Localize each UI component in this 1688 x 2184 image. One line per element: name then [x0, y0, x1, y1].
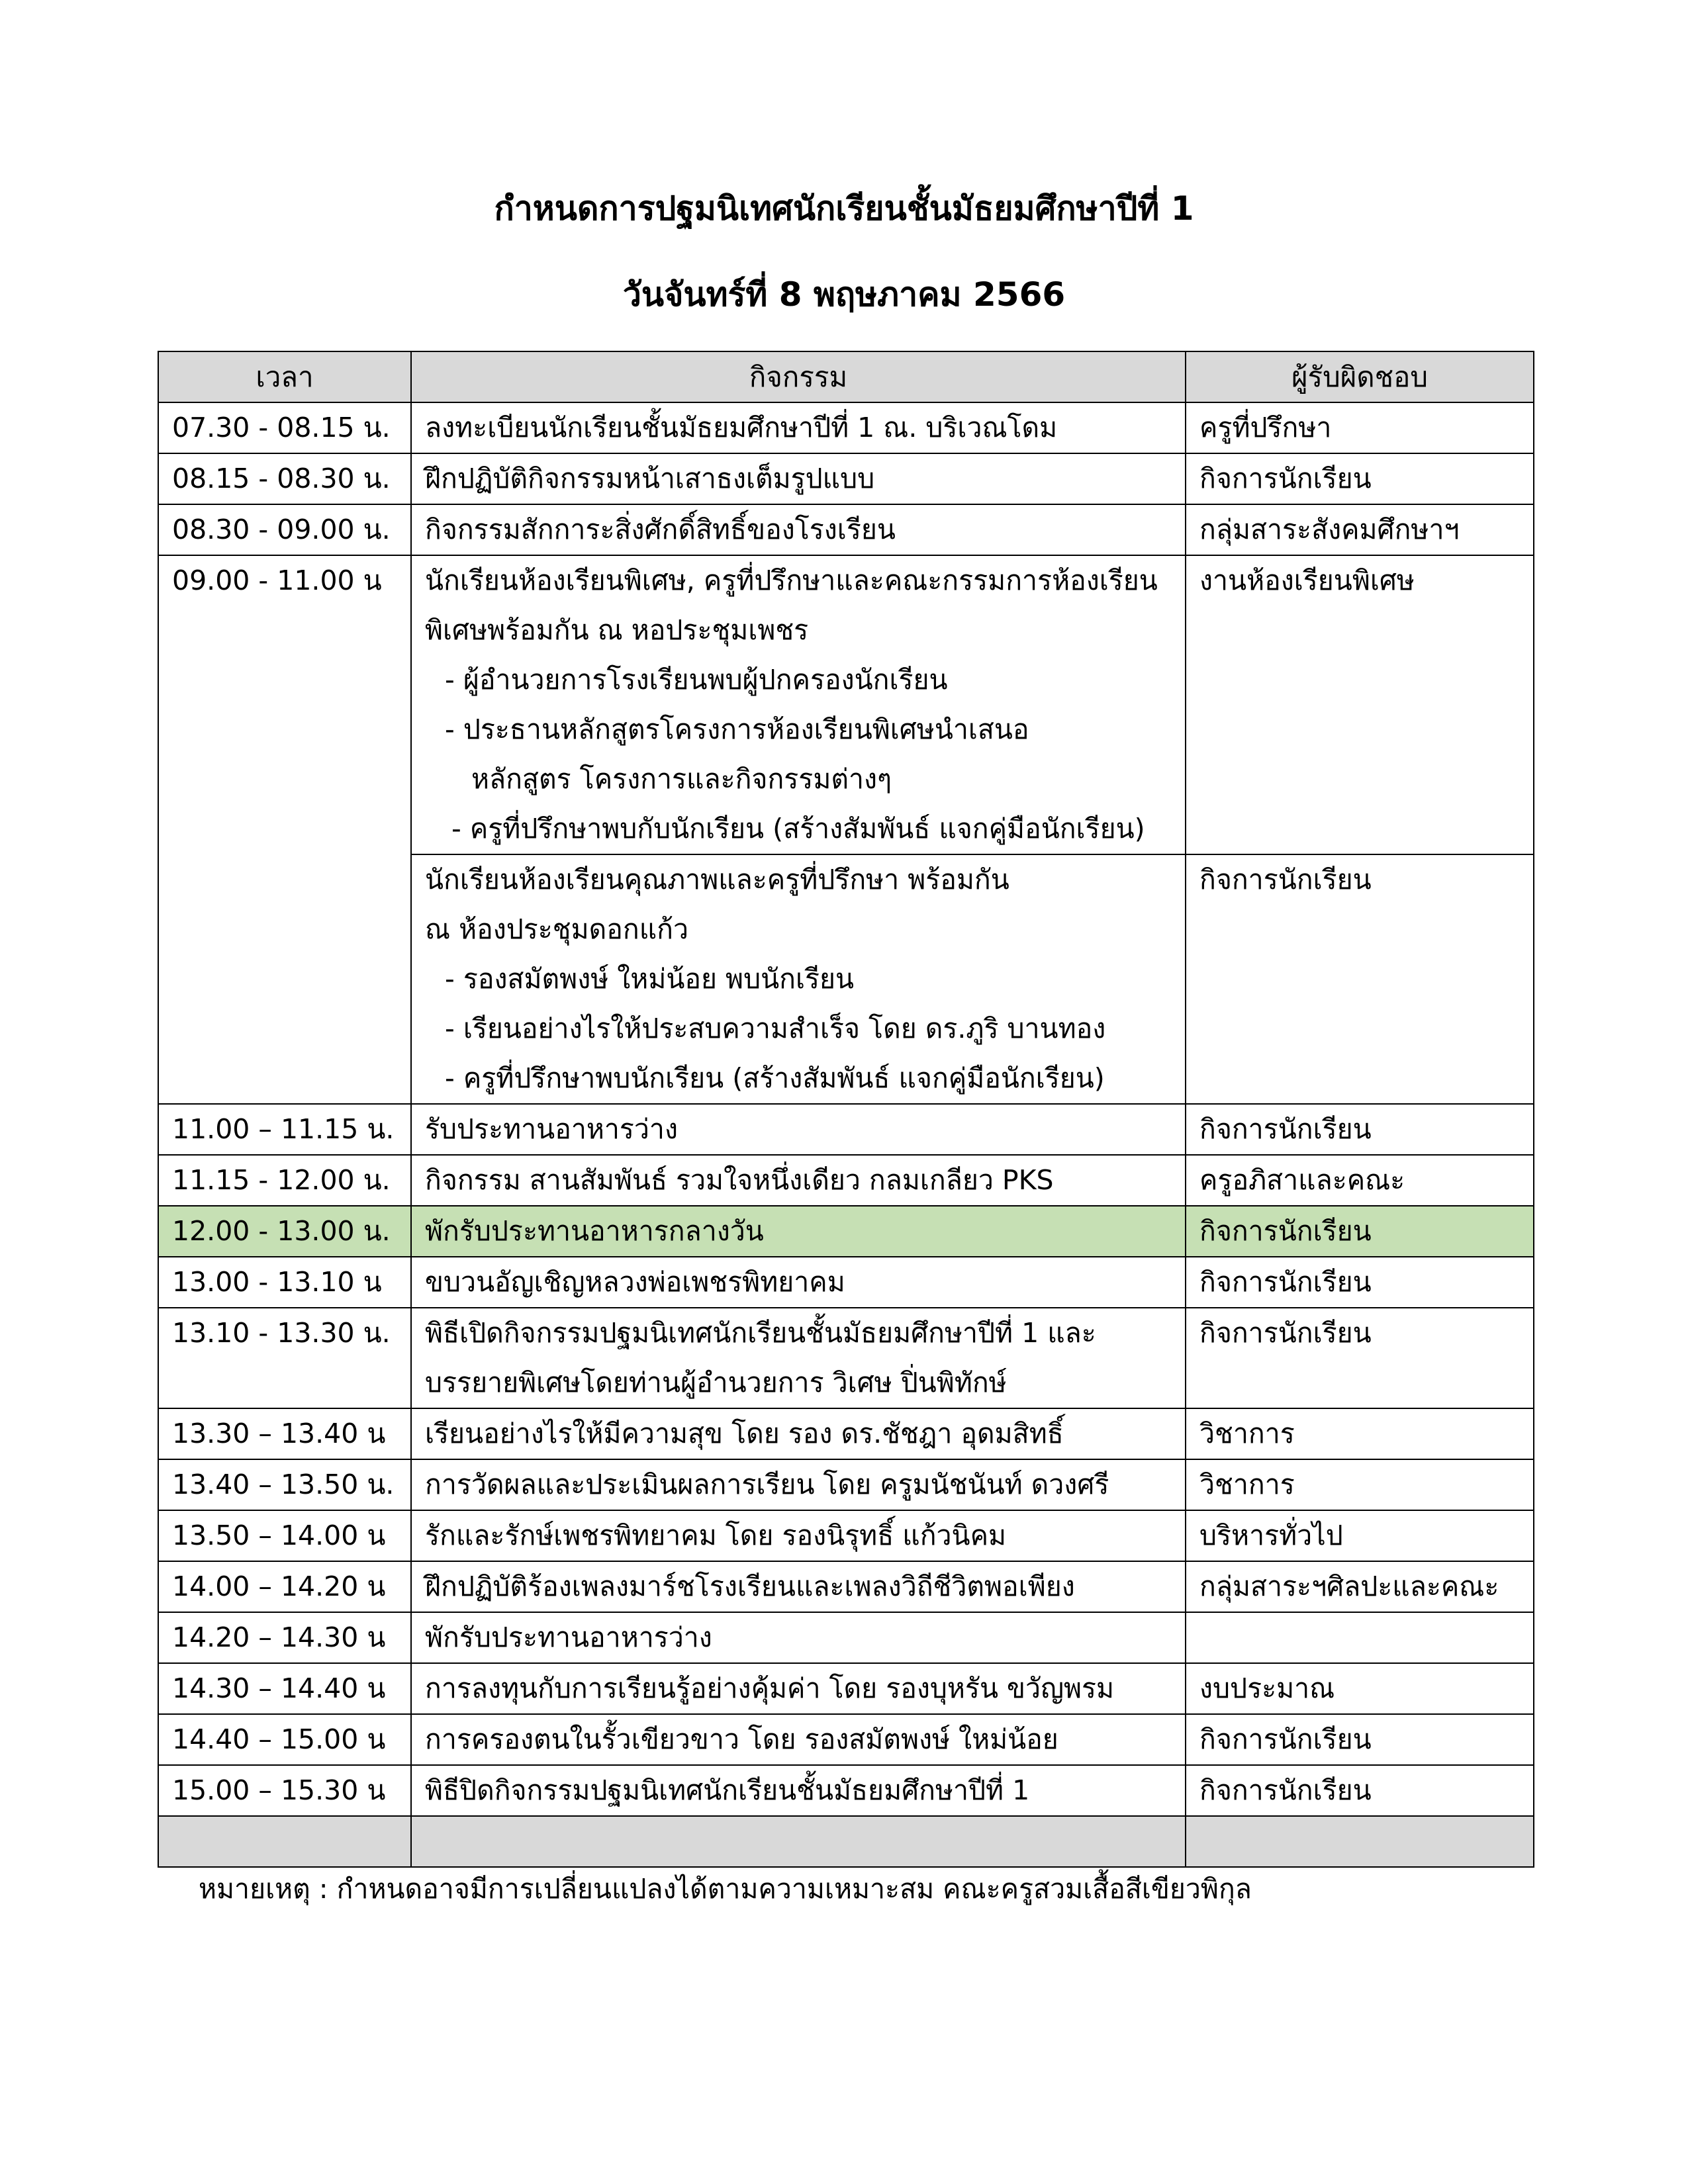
footnote: หมายเหตุ : กำหนดอาจมีการเปลี่ยนแปลงได้ตามความเหมาะสม คณะครูสวมเสื้อสีเขียวพิกุล [199, 1873, 1252, 1905]
responsible-cell: วิชาการ [1186, 1408, 1534, 1459]
activity-line: ณ ห้องประชุมดอกแก้ว [425, 913, 689, 945]
time-cell: 08.30 - 09.00 น. [158, 504, 411, 555]
header-activity: กิจกรรม [411, 351, 1186, 402]
table-row [158, 1104, 1534, 1155]
activity-line: นักเรียนห้องเรียนคุณภาพและครูที่ปรึกษา พร้อมกัน [425, 864, 1009, 895]
responsible-cell: กิจการนักเรียน [1186, 1765, 1534, 1816]
time-cell: 14.40 – 15.00 น [158, 1714, 411, 1765]
time-cell: 13.00 - 13.10 น [158, 1257, 411, 1308]
activity-cell: กิจกรรมสักการะสิ่งศักดิ์สิทธิ์ของโรงเรียน [411, 504, 1186, 555]
responsible-cell: กิจการนักเรียน [1186, 1206, 1534, 1257]
table-header-row [158, 351, 1534, 402]
activity-bullet: - ครูที่ปรึกษาพบกับนักเรียน (สร้างสัมพันธ์ แจกคู่มือนักเรียน) [451, 813, 1145, 844]
responsible-cell: งานห้องเรียนพิเศษ [1186, 555, 1534, 854]
table-row-highlighted [158, 1206, 1534, 1257]
activity-line: หลักสูตร โครงการและกิจกรรมต่างๆ [471, 763, 892, 795]
footer-cell [411, 1816, 1186, 1867]
time-cell: 13.10 - 13.30 น. [158, 1308, 411, 1408]
activity-bullet: - รองสมัตพงษ์ ใหม่น้อย พบนักเรียน [445, 963, 855, 995]
page-subtitle-date: วันจันทร์ที่ 8 พฤษภาคม 2566 [622, 275, 1066, 314]
time-cell: 07.30 - 08.15 น. [158, 402, 411, 453]
responsible-cell: งบประมาณ [1186, 1663, 1534, 1714]
activity-bullet: - ผู้อำนวยการโรงเรียนพบผู้ปกครองนักเรียน [445, 664, 948, 696]
activity-cell [411, 854, 1186, 1104]
activity-bullet: - ครูที่ปรึกษาพบนักเรียน (สร้างสัมพันธ์ แจกคู่มือนักเรียน) [445, 1062, 1105, 1094]
responsible-cell: ครูอภิสาและคณะ [1186, 1155, 1534, 1206]
responsible-cell: กิจการนักเรียน [1186, 854, 1534, 1104]
time-cell [158, 854, 411, 1104]
activity-line: พิธีเปิดกิจกรรมปฐมนิเทศนักเรียนชั้นมัธยมศึกษาปีที่ 1 และ [425, 1317, 1096, 1349]
activity-cell: เรียนอย่างไรให้มีความสุข โดย รอง ดร.ชัชฎา อุดมสิทธิ์ [411, 1408, 1186, 1459]
time-cell: 11.00 – 11.15 น. [158, 1104, 411, 1155]
header-responsible: ผู้รับผิดชอบ [1186, 351, 1534, 402]
activity-line: นักเรียนห้องเรียนพิเศษ, ครูที่ปรึกษาและคณะกรรมการห้องเรียน [425, 565, 1158, 596]
time-cell: 14.00 – 14.20 น [158, 1561, 411, 1612]
activity-cell: กิจกรรม สานสัมพันธ์ รวมใจหนึ่งเดียว กลมเกลียว PKS [411, 1155, 1186, 1206]
table-row [158, 1663, 1534, 1714]
table-row [158, 854, 1534, 1104]
responsible-cell: บริหารทั่วไป [1186, 1510, 1534, 1561]
table-row [158, 504, 1534, 555]
responsible-cell: กิจการนักเรียน [1186, 1257, 1534, 1308]
header-time: เวลา [158, 351, 411, 402]
table-row [158, 1408, 1534, 1459]
table-row [158, 1561, 1534, 1612]
table-row [158, 1459, 1534, 1510]
activity-cell: รับประทานอาหารว่าง [411, 1104, 1186, 1155]
time-cell: 08.15 - 08.30 น. [158, 453, 411, 504]
time-cell: 14.20 – 14.30 น [158, 1612, 411, 1663]
table-row [158, 1308, 1534, 1408]
responsible-cell: กิจการนักเรียน [1186, 453, 1534, 504]
table-row [158, 1510, 1534, 1561]
responsible-cell [1186, 1612, 1534, 1663]
table-row [158, 1714, 1534, 1765]
time-cell: 11.15 - 12.00 น. [158, 1155, 411, 1206]
time-cell: 14.30 – 14.40 น [158, 1663, 411, 1714]
time-cell: 13.50 – 14.00 น [158, 1510, 411, 1561]
activity-line: บรรยายพิเศษโดยท่านผู้อำนวยการ วิเศษ ปิ่นพิทักษ์ [425, 1367, 1007, 1398]
responsible-cell: กิจการนักเรียน [1186, 1104, 1534, 1155]
activity-cell: ลงทะเบียนนักเรียนชั้นมัธยมศึกษาปีที่ 1 ณ. บริเวณโดม [411, 402, 1186, 453]
footer-cell [1186, 1816, 1534, 1867]
table-row [158, 1155, 1534, 1206]
activity-cell [411, 555, 1186, 854]
responsible-cell: ครูที่ปรึกษา [1186, 402, 1534, 453]
responsible-cell: วิชาการ [1186, 1459, 1534, 1510]
table-row [158, 1257, 1534, 1308]
activity-line: พิเศษพร้อมกัน ณ หอประชุมเพชร [425, 614, 809, 646]
schedule-table [158, 351, 1534, 1868]
activity-cell: การครองตนในรั้วเขียวขาว โดย รองสมัตพงษ์ ใหม่น้อย [411, 1714, 1186, 1765]
activity-cell: ฝึกปฏิบัติร้องเพลงมาร์ชโรงเรียนและเพลงวิถีชีวิตพอเพียง [411, 1561, 1186, 1612]
activity-cell: รักและรักษ์เพชรพิทยาคม โดย รองนิรุทธิ์ แก้วนิคม [411, 1510, 1186, 1561]
activity-cell: ขบวนอัญเชิญหลวงพ่อเพชรพิทยาคม [411, 1257, 1186, 1308]
responsible-cell: กลุ่มสาระฯศิลปะและคณะ [1186, 1561, 1534, 1612]
time-cell: 13.40 – 13.50 น. [158, 1459, 411, 1510]
table-row [158, 402, 1534, 453]
page-title: กำหนดการปฐมนิเทศนักเรียนชั้นมัธยมศึกษาปีที่ 1 [494, 189, 1194, 228]
responsible-cell: กลุ่มสาระสังคมศึกษาฯ [1186, 504, 1534, 555]
time-cell: 13.30 – 13.40 น [158, 1408, 411, 1459]
activity-cell [411, 1308, 1186, 1408]
responsible-cell: กิจการนักเรียน [1186, 1308, 1534, 1408]
table-row [158, 453, 1534, 504]
table-footer-row [158, 1816, 1534, 1867]
activity-cell: การวัดผลและประเมินผลการเรียน โดย ครูมนัชนันท์ ดวงศรี [411, 1459, 1186, 1510]
table-row [158, 555, 1534, 854]
activity-cell: ฝึกปฏิบัติกิจกรรมหน้าเสาธงเต็มรูปแบบ [411, 453, 1186, 504]
activity-cell: พักรับประทานอาหารว่าง [411, 1612, 1186, 1663]
time-cell: 09.00 - 11.00 น [158, 555, 411, 854]
activity-cell: พักรับประทานอาหารกลางวัน [411, 1206, 1186, 1257]
footer-cell [158, 1816, 411, 1867]
activity-bullet: - เรียนอย่างไรให้ประสบความสำเร็จ โดย ดร.ภูริ บานทอง [445, 1013, 1106, 1044]
activity-cell: พิธีปิดกิจกรรมปฐมนิเทศนักเรียนชั้นมัธยมศึกษาปีที่ 1 [411, 1765, 1186, 1816]
table-row [158, 1612, 1534, 1663]
activity-bullet: - ประธานหลักสูตรโครงการห้องเรียนพิเศษนำเสนอ [445, 713, 1029, 745]
time-cell: 12.00 - 13.00 น. [158, 1206, 411, 1257]
activity-cell: การลงทุนกับการเรียนรู้อย่างคุ้มค่า โดย รองบุหรัน ขวัญพรม [411, 1663, 1186, 1714]
responsible-cell: กิจการนักเรียน [1186, 1714, 1534, 1765]
time-cell: 15.00 – 15.30 น [158, 1765, 411, 1816]
table-row [158, 1765, 1534, 1816]
